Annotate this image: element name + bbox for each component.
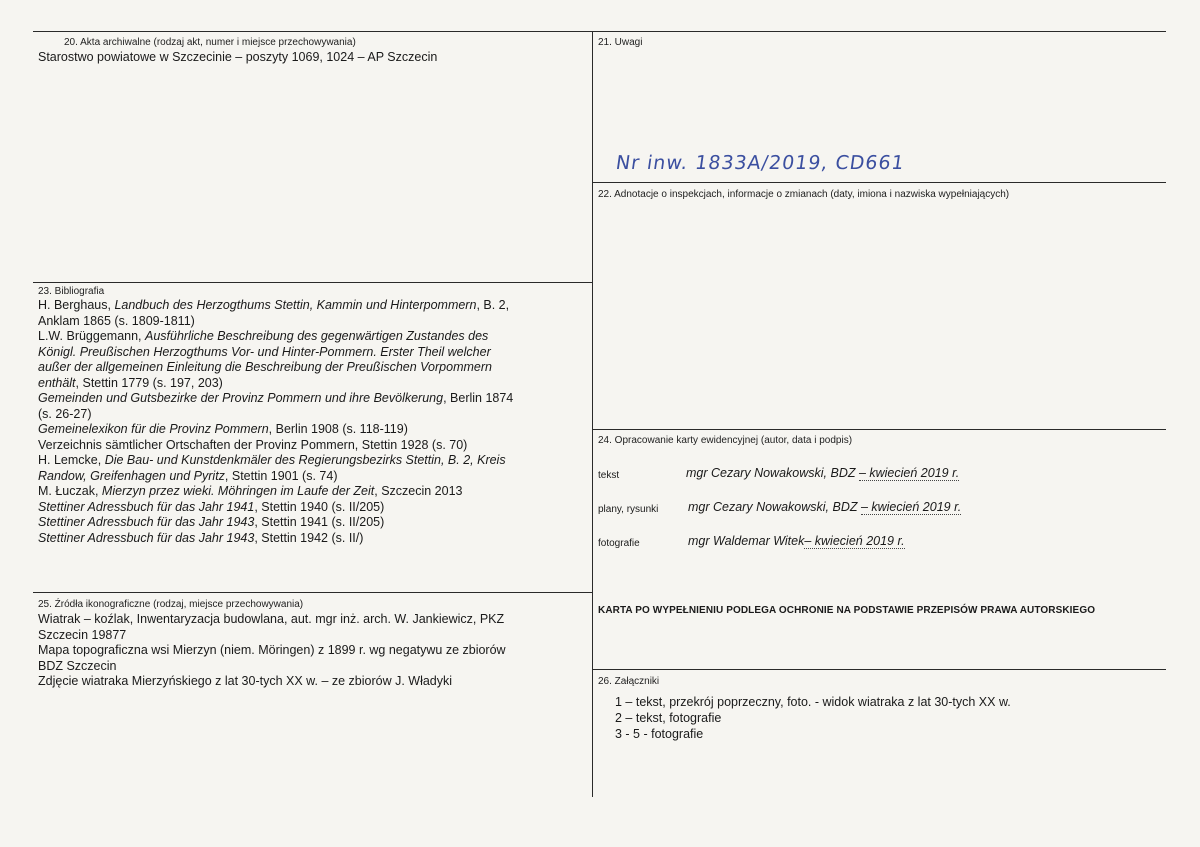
author-date: – kwiecień 2019 r. [860, 500, 962, 514]
bibliography-entry [38, 314, 588, 330]
section-26-label: 26. Załączniki [598, 676, 660, 687]
top-border [33, 31, 1166, 32]
author-name: mgr Cezary Nowakowski, BDZ [686, 466, 859, 480]
author-row-value [686, 466, 959, 481]
author-name: mgr Waldemar Witek [688, 534, 805, 548]
bibliography-title: Landbuch des Herzogthums Stettin, Kammin und Hinterpommern [114, 298, 477, 312]
bibliography-title: Königl. Preußischen Herzogthums Vor- und Hinter-Pommern. Erster Theil welcher [38, 344, 491, 359]
bibliography-title: Gemeinden und Gutsbezirke der Provinz Pommern und ihre Bevölkerung [38, 391, 444, 405]
bibliography-text: , Stettin 1901 (s. 74) [224, 468, 338, 483]
bibliography-text: , Stettin 1942 (s. II/) [254, 530, 364, 545]
bibliography-text: Anklam 1865 (s. 1809-1811) [38, 313, 195, 328]
section-22-label: 22. Adnotacje o inspekcjach, informacje o zmianach (daty, imiona i nazwiska wypełniających) [598, 189, 1010, 200]
bibliography-title: Stettiner Adressbuch für das Jahr 1943 [38, 530, 255, 545]
section-21-label: 21. Uwagi [598, 37, 643, 48]
bibliography-list [38, 298, 588, 546]
iconographic-line: Szczecin 19877 [38, 627, 127, 642]
section-24-label: 24. Opracowanie karty ewidencyjnej (autor, data i podpis) [598, 435, 853, 446]
bibliography-entry [38, 298, 588, 314]
author-date: – kwiecień 2019 r. [804, 534, 905, 548]
bibliography-entry [38, 484, 588, 500]
bibliography-entry [38, 500, 588, 516]
iconographic-line: BDZ Szczecin [38, 658, 117, 673]
author-name: mgr Cezary Nowakowski, BDZ [688, 500, 861, 514]
handwritten-inventory-note: Nr inw. 1833A/2019, CD661 [614, 152, 907, 174]
bibliography-text: , Stettin 1940 (s. II/205) [254, 499, 385, 514]
author-row-photos [598, 534, 1158, 552]
author-row-key: fotografie [598, 538, 640, 549]
bibliography-text: M. Łuczak, [38, 484, 102, 498]
author-date: – kwiecień 2019 r. [858, 466, 960, 480]
bibliography-text: Verzeichnis sämtlicher Ortschaften der Provinz Pommern, Stettin 1928 (s. 70) [38, 437, 468, 452]
bibliography-text: H. Lemcke, [38, 453, 105, 467]
bibliography-title: außer der allgemeinen Einleitung die Beschreibung der Preußischen Vorpommern [38, 360, 492, 374]
attachments-list [615, 694, 1011, 742]
center-divider [592, 31, 593, 797]
bibliography-entry [38, 407, 588, 423]
bibliography-text: , B. 2, [476, 298, 510, 312]
bibliography-entry [38, 376, 588, 392]
bibliography-title: Die Bau- und Kunstdenkmäler des Regierungsbezirks Stettin, B. 2, Kreis [104, 453, 506, 467]
bibliography-title: enthält [38, 375, 76, 390]
author-row-key: plany, rysunki [598, 504, 659, 515]
bibliography-entry [38, 360, 588, 376]
bibliography-text: , Stettin 1941 (s. II/205) [254, 515, 385, 529]
divider-20-23 [33, 282, 592, 283]
iconographic-sources [38, 612, 506, 690]
iconographic-line: Wiatrak – koźlak, Inwentaryzacja budowlana, aut. mgr inż. arch. W. Jankiewicz, PKZ [38, 612, 505, 626]
attachment-item: 3 - 5 - fotografie [615, 727, 704, 741]
divider-21-22 [593, 182, 1166, 183]
iconographic-line: Zdjęcie wiatraka Mierzyńskiego z lat 30-tych XX w. – ze zbiorów J. Władyki [38, 674, 453, 688]
bibliography-entry [38, 345, 588, 361]
copyright-note: KARTA PO WYPEŁNIENIU PODLEGA OCHRONIE NA PODSTAWIE PRZEPISÓW PRAWA AUTORSKIEGO [598, 605, 1096, 616]
bibliography-title: Gemeinelexikon für die Provinz Pommern [38, 422, 269, 436]
bibliography-title: Mierzyn przez wieki. Möhringen im Laufe der Zeit [101, 484, 375, 498]
section-23-label: 23. Bibliografia [38, 286, 105, 297]
bibliography-text: , Szczecin 2013 [374, 484, 463, 498]
bibliography-entry [38, 453, 588, 469]
bibliography-title: Randow, Greifenhagen und Pyritz [38, 468, 225, 483]
divider-23-25 [33, 592, 592, 593]
author-row-value [688, 500, 961, 515]
author-row-text [598, 466, 1158, 484]
bibliography-entry [38, 469, 588, 485]
bibliography-text: , Stettin 1779 (s. 197, 203) [75, 375, 223, 390]
section-20-value: Starostwo powiatowe w Szczecinie – poszyty 1069, 1024 – AP Szczecin [38, 50, 438, 64]
attachment-item: 2 – tekst, fotografie [615, 711, 722, 725]
bibliography-title: Stettiner Adressbuch für das Jahr 1941 [38, 499, 255, 514]
bibliography-title: Ausführliche Beschreibung des gegenwärtigen Zustandes des [145, 329, 489, 343]
bibliography-text: H. Berghaus, [38, 298, 115, 312]
bibliography-entry [38, 515, 588, 531]
author-row-plans [598, 500, 1158, 518]
bibliography-entry [38, 329, 588, 345]
attachment-item: 1 – tekst, przekrój poprzeczny, foto. - widok wiatraka z lat 30-tych XX w. [615, 695, 1011, 709]
section-25-label: 25. Źródła ikonograficzne (rodzaj, miejsce przechowywania) [38, 599, 304, 610]
bibliography-entry [38, 422, 588, 438]
bibliography-text: , Berlin 1908 (s. 118-119) [268, 422, 408, 436]
bibliography-text: L.W. Brüggemann, [38, 329, 146, 343]
bibliography-entry [38, 531, 588, 547]
divider-22-24 [593, 429, 1166, 430]
divider-24-26 [593, 669, 1166, 670]
author-row-key: tekst [598, 470, 620, 481]
bibliography-entry [38, 438, 588, 454]
bibliography-title: Stettiner Adressbuch für das Jahr 1943 [38, 515, 255, 529]
bibliography-entry [38, 391, 588, 407]
section-20-label: 20. Akta archiwalne (rodzaj akt, numer i miejsce przechowywania) [64, 37, 356, 48]
bibliography-text: , Berlin 1874 [443, 391, 514, 405]
author-row-value [688, 534, 905, 549]
iconographic-line: Mapa topograficzna wsi Mierzyn (niem. Möringen) z 1899 r. wg negatywu ze zbiorów [38, 643, 506, 657]
bibliography-text: (s. 26-27) [38, 406, 92, 421]
